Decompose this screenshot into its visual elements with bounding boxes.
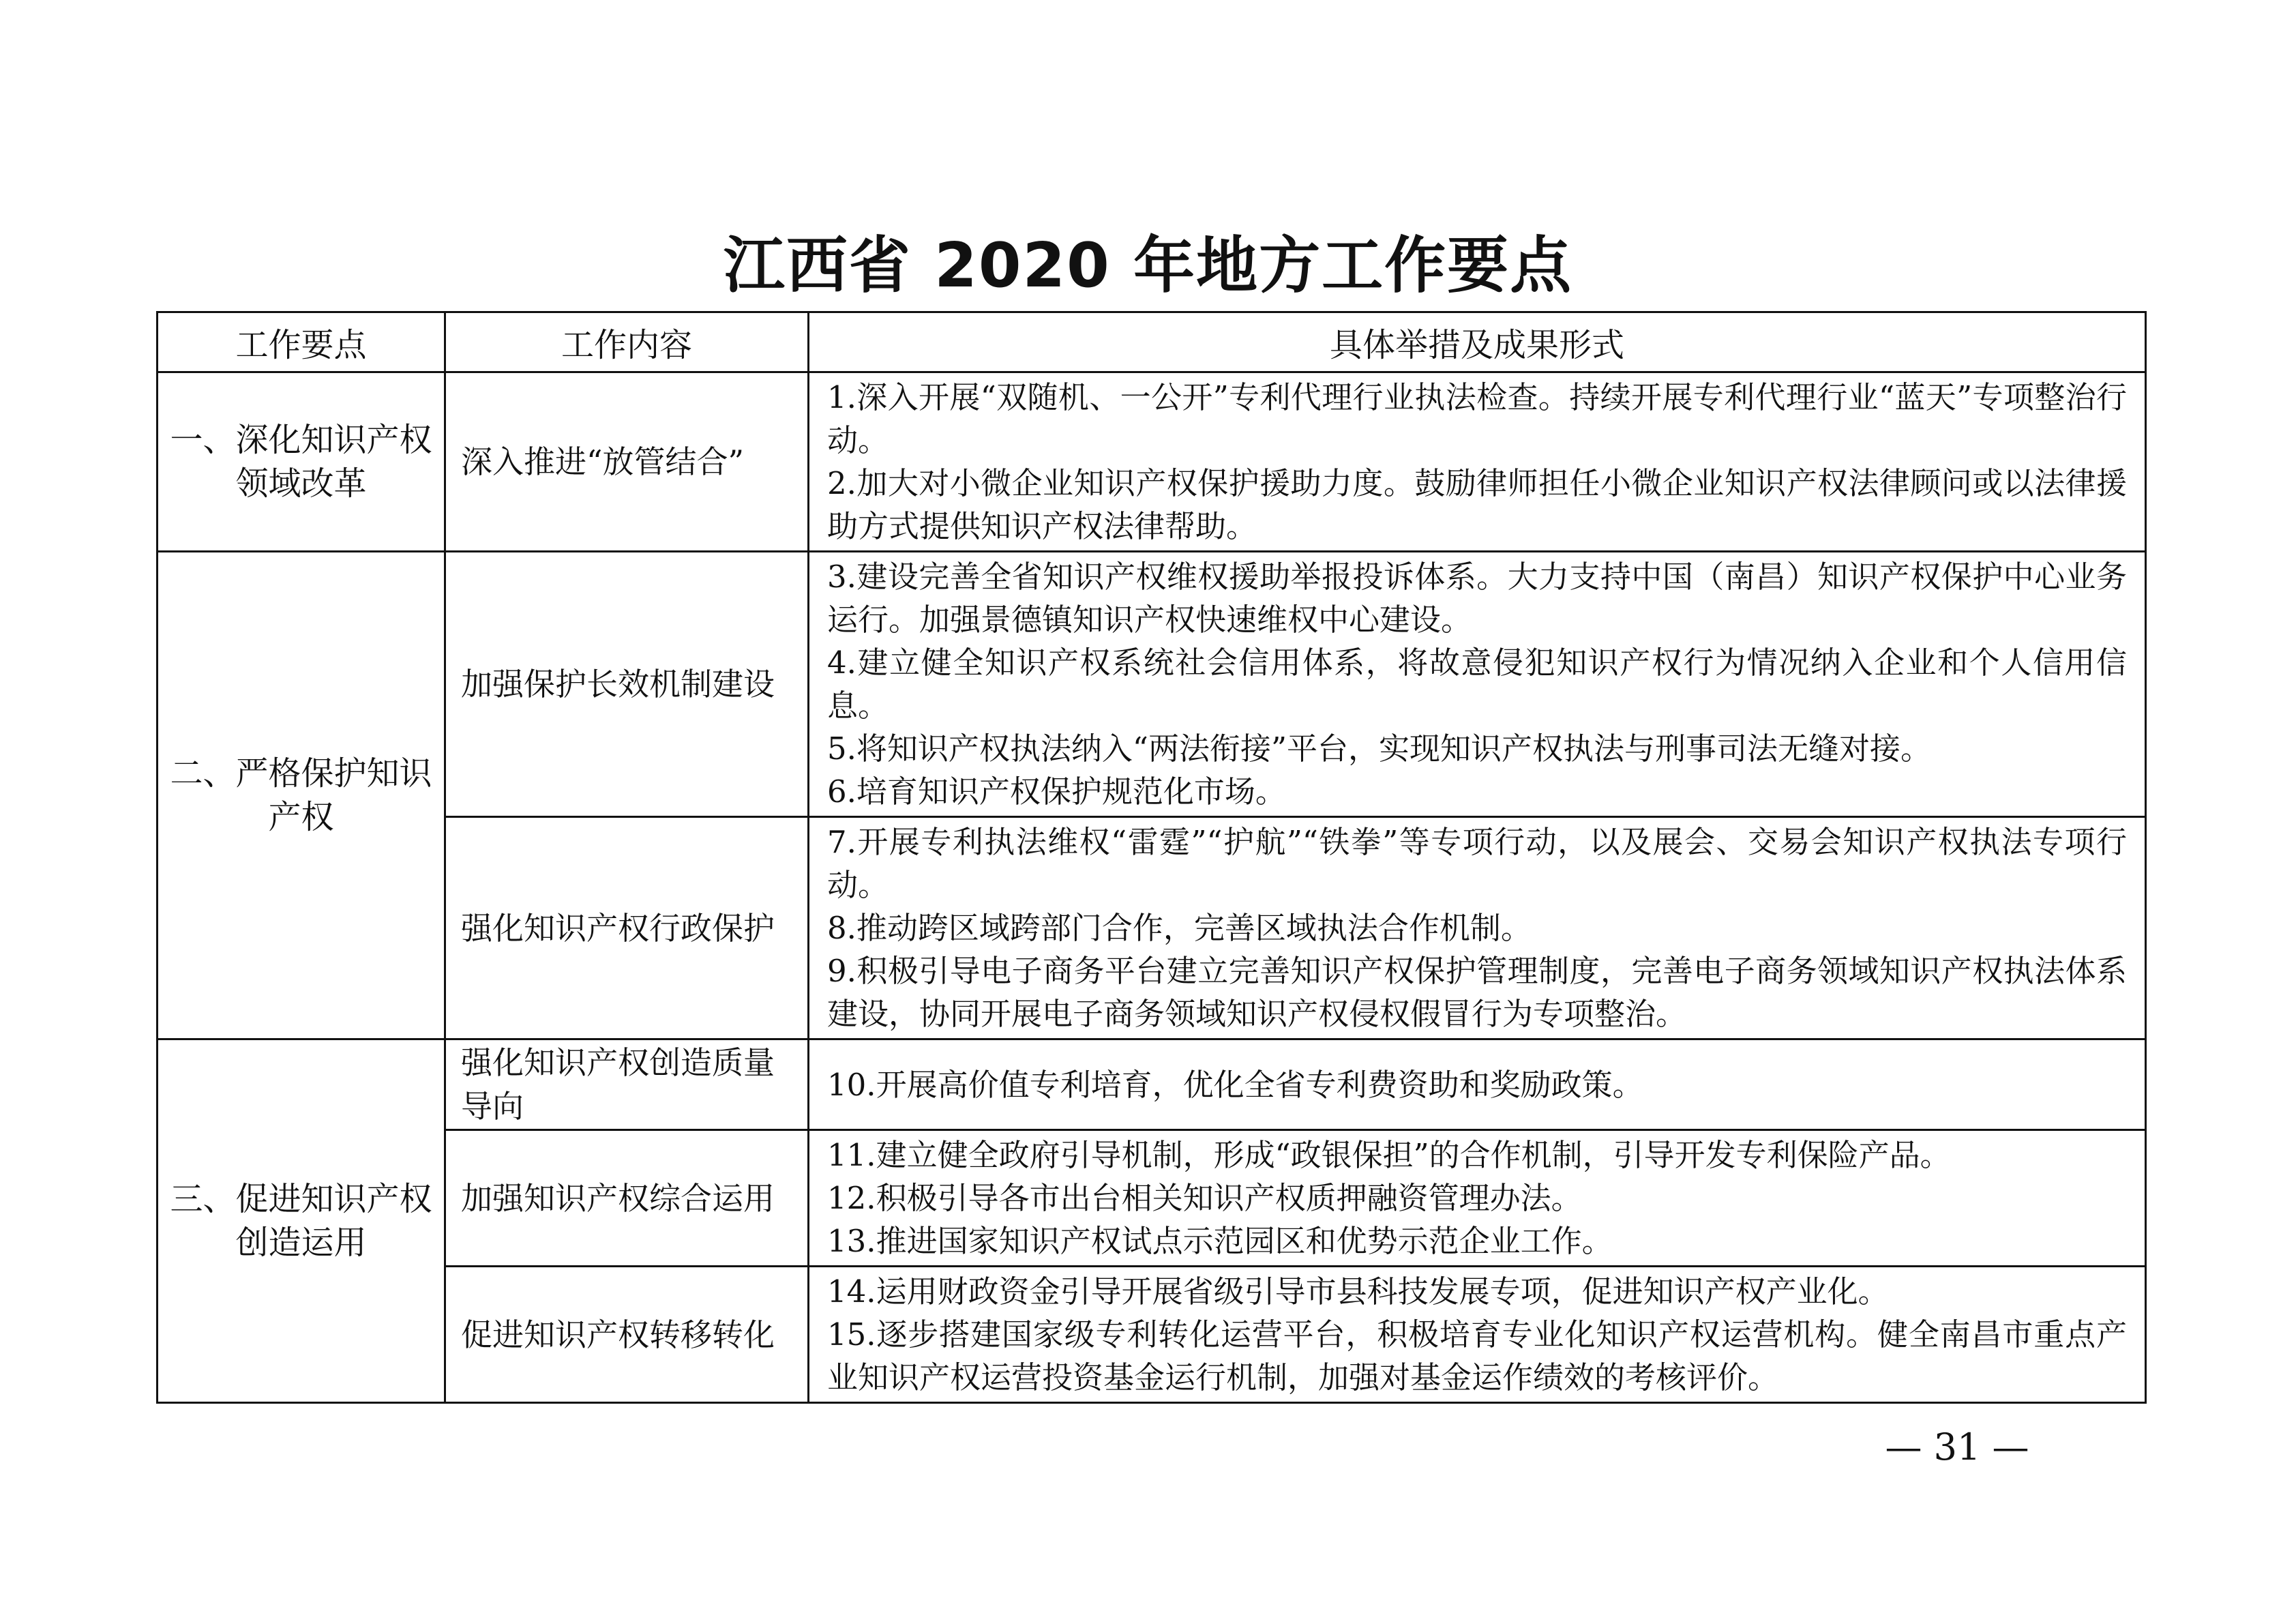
work-content: 强化知识产权行政保护 <box>445 817 809 1039</box>
measure-item: 11.建立健全政府引导机制，形成“政银保担”的合作机制，引导开发专利保险产品。 <box>827 1137 1951 1173</box>
measure-item: 15.逐步搭建国家级专利转化运营平台，积极培育专业化知识产权运营机构。健全南昌市重点产业知识产权运营投资基金运行机制，加强对基金运作绩效的考核评价。 <box>827 1316 2127 1396</box>
measure-item: 6.培育知识产权保护规范化市场。 <box>827 773 1286 810</box>
measure-item: 5.将知识产权执法纳入“两法衔接”平台，实现知识产权执法与刑事司法无缝对接。 <box>827 730 1931 767</box>
header-measures: 具体举措及成果形式 <box>809 312 2146 372</box>
measure-item: 2.加大对小微企业知识产权保护援助力度。鼓励律师担任小微企业知识产权法律顾问或以法律援助方式提供知识产权法律帮助。 <box>827 465 2127 544</box>
work-points-table <box>156 311 2147 1404</box>
measures-cell <box>809 1267 2146 1403</box>
measure-item: 8.推动跨区域跨部门合作，完善区域执法合作机制。 <box>827 910 1532 946</box>
table-row <box>158 817 2146 1039</box>
table-row <box>158 1039 2146 1130</box>
measure-item: 1.深入开展“双随机、一公开”专利代理行业执法检查。持续开展专利代理行业“蓝天”专项整治行动。 <box>827 379 2127 458</box>
section-point: 二、严格保护知识产权 <box>158 552 445 1039</box>
work-content: 加强知识产权综合运用 <box>445 1130 809 1267</box>
measure-item: 10.开展高价值专利培育，优化全省专利费资助和奖励政策。 <box>827 1066 1643 1103</box>
measure-item: 12.积极引导各市出台相关知识产权质押融资管理办法。 <box>827 1180 1582 1216</box>
table-row <box>158 1130 2146 1267</box>
table-row <box>158 372 2146 552</box>
measure-item: 14.运用财政资金引导开展省级引导市县科技发展专项，促进知识产权产业化。 <box>827 1273 1889 1310</box>
measures-cell <box>809 372 2146 552</box>
table-row <box>158 1267 2146 1403</box>
table-row <box>158 552 2146 817</box>
measures-cell <box>809 552 2146 817</box>
document-title: 江西省 2020 年地方工作要点 <box>723 230 1573 301</box>
measures-cell <box>809 817 2146 1039</box>
measure-item: 7.开展专利执法维权“雷霆”“护航”“铁拳”等专项行动，以及展会、交易会知识产权执法专项行动。 <box>827 824 2127 903</box>
table-header-row <box>158 312 2146 372</box>
measure-item: 4.建立健全知识产权系统社会信用体系，将故意侵犯知识产权行为情况纳入企业和个人信用信息。 <box>827 645 2127 724</box>
measure-item: 3.建设完善全省知识产权维权援助举报投诉体系。大力支持中国（南昌）知识产权保护中心业务运行。加强景德镇知识产权快速维权中心建设。 <box>827 559 2127 638</box>
page-number: — 31 — <box>1885 1426 2029 1468</box>
work-content: 加强保护长效机制建设 <box>445 552 809 817</box>
header-work-content: 工作内容 <box>445 312 809 372</box>
measure-item: 9.积极引导电子商务平台建立完善知识产权保护管理制度，完善电子商务领域知识产权执法体系建设，协同开展电子商务领域知识产权侵权假冒行为专项整治。 <box>827 953 2127 1032</box>
section-point: 一、深化知识产权领域改革 <box>158 372 445 552</box>
work-content: 深入推进“放管结合” <box>445 372 809 552</box>
measures-cell <box>809 1130 2146 1267</box>
measures-cell <box>809 1039 2146 1130</box>
header-work-point: 工作要点 <box>158 312 445 372</box>
measure-item: 13.推进国家知识产权试点示范园区和优势示范企业工作。 <box>827 1223 1613 1259</box>
work-content: 促进知识产权转移转化 <box>445 1267 809 1403</box>
work-content: 强化知识产权创造质量导向 <box>445 1039 809 1130</box>
section-point: 三、促进知识产权创造运用 <box>158 1039 445 1403</box>
